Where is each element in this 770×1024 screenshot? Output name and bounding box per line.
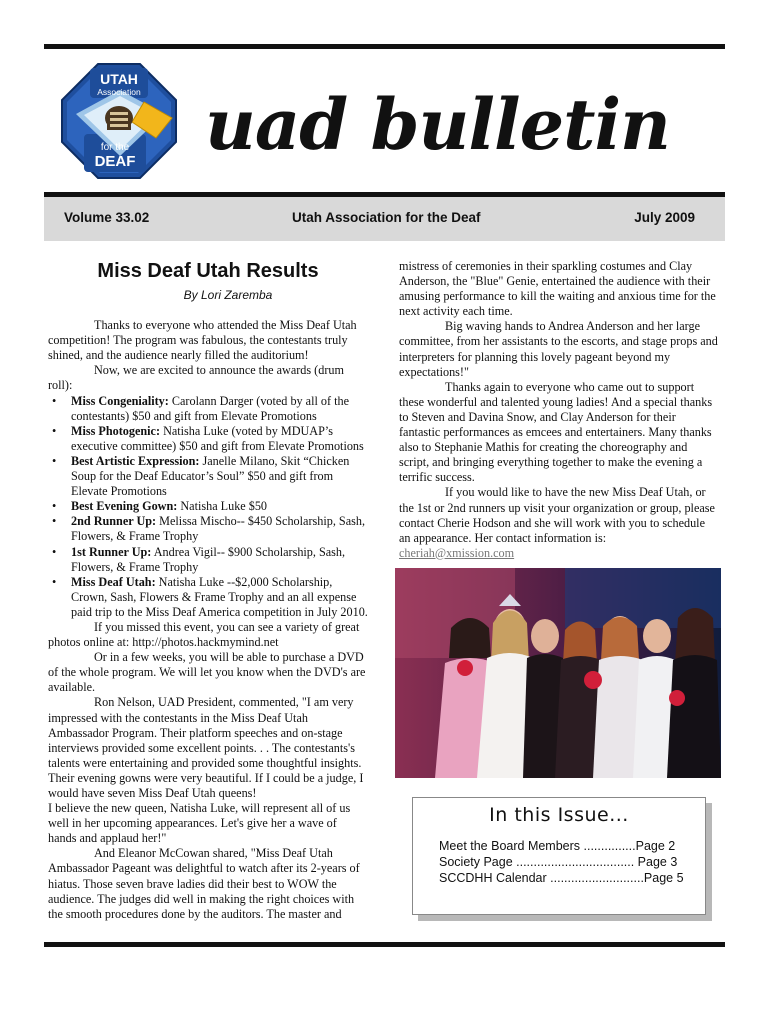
- logo-text-deaf: DEAF: [94, 153, 136, 170]
- award-text: Natisha Luke $50: [177, 499, 268, 514]
- award-label: Best Evening Gown:: [71, 499, 178, 514]
- contact-email-link[interactable]: cheriah@xmission.com: [399, 545, 515, 560]
- article-photos-paragraph: If you missed this event, you can see a variety of great photos online at: http://photos.hackmymind.net: [48, 619, 360, 650]
- award-label: Miss Deaf Utah:: [71, 574, 156, 589]
- top-rule: [44, 44, 725, 49]
- article-byline: By Lori Zaremba: [183, 288, 273, 302]
- award-item: [48, 545, 368, 575]
- awards-list: [48, 394, 368, 620]
- article-eleanor-quote: And Eleanor McCowan shared, "Miss Deaf Utah Ambassador Pageant was delightful to watch after its 2-years of hiatus. Those seven brave ladies did their best to WOW the audience. The judges did well in making the right choices with the smooth procedures done by the auditors. The master and: [48, 846, 360, 921]
- article-column-left: [48, 258, 368, 922]
- bottom-rule: [44, 942, 725, 947]
- logo-text-association: Association: [97, 87, 141, 97]
- logo-text-utah: UTAH: [100, 71, 138, 87]
- article-believe-paragraph: I believe the new queen, Natisha Luke, will represent all of us well in her upcoming appearances. Let's give her a wave of hands and applaud her!": [48, 801, 351, 846]
- award-item: [48, 514, 368, 544]
- article-column-right: [399, 259, 719, 561]
- issue-item-calendar[interactable]: SCCDHH Calendar ...........................Page 5: [439, 871, 684, 885]
- article-intro: Thanks to everyone who attended the Miss Deaf Utah competition! The program was fabulous, the contestants truly shined, and the audience nearly filled the auditorium!: [48, 318, 357, 363]
- article-continued-paragraph: mistress of ceremonies in their sparkling costumes and Clay Anderson, the "Blue" Genie, entertained the audience with their amusing performance to kill the waiting and anxious time for the next activity each time.: [399, 259, 716, 319]
- article-thanks-paragraph: Thanks again to everyone who came out to support these wonderful and talented young ladies! And a special thanks to Steven and Davina Snow, and Clay Anderson for their fantastic performances as emcees and entertainers. Many thanks also to Stephanie Mathis for creating the choreography and script, and bringing everything together to make the evening a terrific success.: [399, 379, 713, 485]
- article-title: Miss Deaf Utah Results: [97, 260, 319, 282]
- issue-date: July 2009: [634, 210, 695, 225]
- award-text: Carolann Darger (voted by all of the contestants) $50 and gift from Elevate Promotions: [71, 393, 350, 423]
- volume-label: Volume 33.02: [64, 210, 150, 225]
- visit-text: If you would like to have the new Miss Deaf Utah, or the 1st or 2nd runners up visit your organization or group, please contact Cherie Hodson and she will work with you to schedule an appearance. Her contact information is:: [399, 485, 715, 545]
- award-item: [48, 394, 368, 424]
- article-waving-paragraph: Big waving hands to Andrea Anderson and her large committee, from her assistants to the escorts, and stage props and interpreters for planning this lovely pageant beyond my expectations!": [399, 319, 718, 379]
- award-label: Miss Congeniality:: [71, 393, 169, 408]
- award-item: [48, 424, 368, 454]
- award-text: Andrea Vigil-- $900 Scholarship, Sash, Flowers, & Frame Trophy: [71, 544, 346, 574]
- award-text: Natisha Luke (voted by MDUAP’s executive committee) $50 and gift from Elevate Promotions: [71, 423, 364, 453]
- award-item: [48, 454, 368, 499]
- article-visit-paragraph: [399, 485, 719, 560]
- article-dvd-paragraph: Or in a few weeks, you will be able to purchase a DVD of the whole program. We will let you know when the DVD's are available.: [48, 650, 366, 695]
- award-text: Janelle Milano, Skit “Chicken Soup for the Deaf Educator’s Soul” $50 and gift from Elevate Promotions: [71, 453, 350, 499]
- pageant-photo: [395, 568, 721, 778]
- in-this-issue-list: [413, 838, 705, 886]
- in-this-issue-title: In this Issue...: [489, 804, 629, 826]
- issue-item-board[interactable]: Meet the Board Members ...............Page 2: [439, 839, 676, 853]
- award-text: Natisha Luke --$2,000 Scholarship, Crown, Sash, Flowers & Frame Trophy and an all expense paid trip to the Miss Deaf America competition in July 2010.: [71, 574, 368, 619]
- logo-text-for-the: for the: [100, 142, 130, 153]
- award-item: [48, 499, 368, 514]
- award-item: [48, 575, 368, 620]
- award-label: Miss Photogenic:: [71, 423, 161, 438]
- award-label: 2nd Runner Up:: [71, 514, 157, 529]
- issue-info-bar: [44, 197, 725, 241]
- article-announce: Now, we are excited to announce the awards (drum roll):: [48, 363, 344, 393]
- award-label: Best Artistic Expression:: [71, 453, 200, 468]
- article-ron-quote: Ron Nelson, UAD President, commented, "I am very impressed with the contestants in the Miss Deaf Utah Ambassador Program. Their platform speeches and on-stage interviews provided some excellent points. . . The contestants's talents were entertaining and provided some thoughtful insights. Their evening gowns were very beautiful. If I could be a judge, I would have seven Miss Deaf Utah queens!: [48, 695, 364, 800]
- uad-logo: [60, 62, 178, 180]
- award-label: 1st Runner Up:: [71, 544, 152, 559]
- masthead-title: uad bulletin: [205, 83, 670, 166]
- organization-label: Utah Association for the Deaf: [292, 210, 481, 225]
- in-this-issue-box: [412, 797, 706, 915]
- award-text: Melissa Mischo-- $450 Scholarship, Sash, Flowers, & Frame Trophy: [71, 514, 365, 544]
- issue-item-society[interactable]: Society Page .................................. Page 3: [439, 855, 678, 869]
